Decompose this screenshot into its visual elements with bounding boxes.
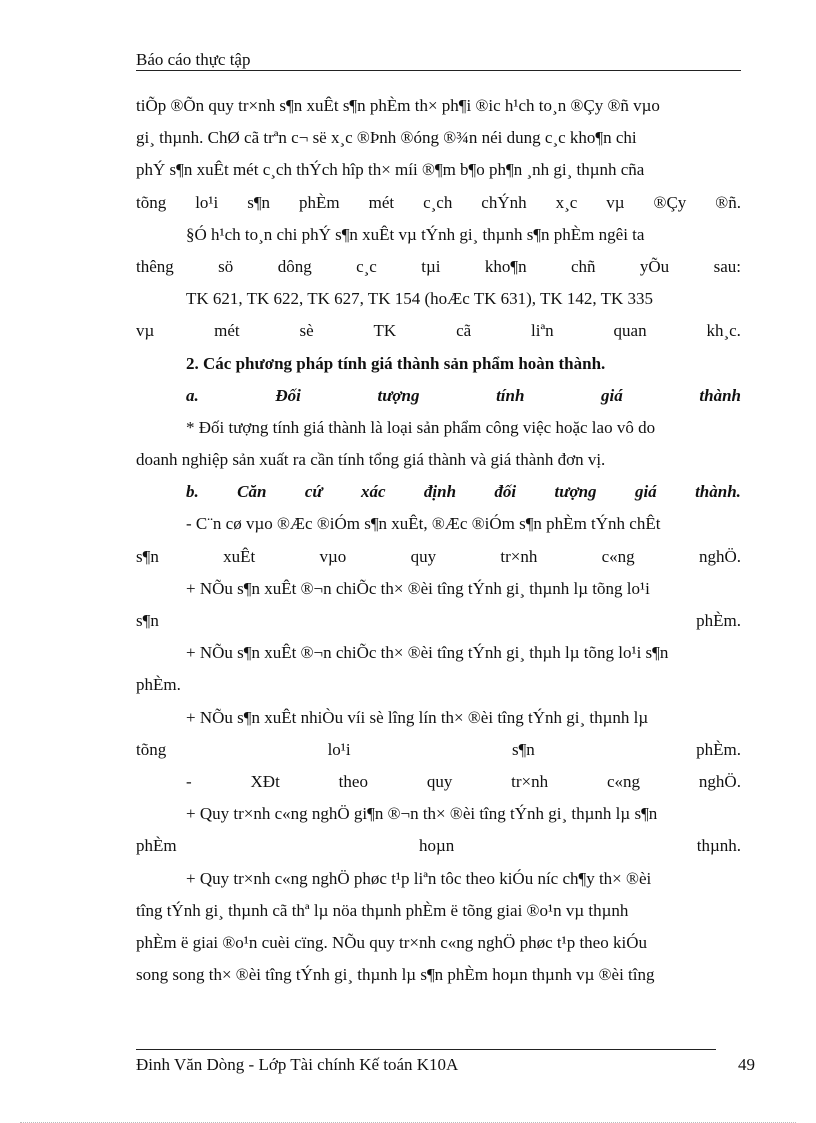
text-line: phÝ s¶n xuÊt mét c¸ch thÝch hîp th× míi ®¶m b¶o ph¶n ¸nh gi¸ thµnh cña xyxy=(136,160,645,180)
text-line: song song th× ®èi tîng tÝnh gi¸ thµnh lµ s¶n phÈm hoµn thµnh vµ ®èi tîng xyxy=(136,965,655,985)
word: lo¹i xyxy=(327,739,351,759)
word: yÕu xyxy=(639,256,670,276)
word: kh¸c. xyxy=(706,321,741,341)
page-header-title: Báo cáo thực tập xyxy=(136,50,251,69)
word: thành xyxy=(699,385,741,405)
word: tr×nh xyxy=(511,771,549,791)
word: c¸c xyxy=(356,256,377,276)
text-line-justified xyxy=(136,315,741,347)
text-line: TK 621, TK 622, TK 627, TK 154 (hoÆc TK 631), TK 142, TK 335 xyxy=(186,289,654,309)
text-line-justified xyxy=(136,251,741,283)
word: tượng xyxy=(554,482,597,502)
header-divider xyxy=(136,70,741,71)
subsection-heading xyxy=(136,476,741,508)
text-line-justified xyxy=(136,541,741,573)
word: đối xyxy=(494,482,517,502)
word: x¸c xyxy=(555,192,578,212)
word: vµo xyxy=(319,546,347,566)
document-body xyxy=(136,90,741,991)
text-line: tîng tÝnh gi¸ thµnh cã thª lµ nöa thµnh phÈm ë tõng giai ®o¹n vµ thµnh xyxy=(136,900,629,920)
word: xác xyxy=(360,482,386,502)
word: thêng xyxy=(136,256,174,276)
word: s¶n xyxy=(136,546,159,566)
word: cã xyxy=(456,321,472,341)
text-line: doanh nghiệp sản xuất ra cần tính tổng giá thành và giá thành đơn vị. xyxy=(136,450,606,470)
text-line: + Quy tr×nh c«ng nghÖ phøc t¹p liªn tôc theo kiÓu níc ch¶y th× ®èi xyxy=(186,868,652,888)
word: vµ xyxy=(136,321,155,341)
word: phÈm xyxy=(136,836,177,856)
word: tõng xyxy=(136,739,167,759)
word: c«ng xyxy=(607,771,641,791)
word: s¶n xyxy=(247,192,271,212)
word: nghÖ. xyxy=(698,771,741,791)
word: ®Çy xyxy=(653,192,687,212)
word: dông xyxy=(277,256,312,276)
word: XÐt xyxy=(250,771,280,791)
word: lo¹i xyxy=(195,192,219,212)
word: chñ xyxy=(570,256,596,276)
subsection-heading xyxy=(136,380,741,412)
text-line-justified xyxy=(136,734,741,766)
word: thành. xyxy=(695,482,741,502)
word: giá xyxy=(601,385,623,405)
word: giá xyxy=(634,482,657,502)
text-line-justified xyxy=(136,766,741,798)
text-line: phÈm. xyxy=(136,675,181,695)
word: phÈm xyxy=(299,192,340,212)
word: tượng xyxy=(377,385,420,405)
word: sö xyxy=(218,256,234,276)
word: mét xyxy=(368,192,395,212)
text-line: phÈm ë giai ®o¹n cuèi cïng. NÕu quy tr×nh c«ng nghÖ phøc t¹p theo kiÓu xyxy=(136,932,647,952)
text-line-justified xyxy=(136,830,741,862)
text-line-justified xyxy=(136,187,741,219)
word: mét xyxy=(214,321,240,341)
word: thµnh. xyxy=(696,836,741,856)
word: Căn xyxy=(237,482,267,502)
word: sau: xyxy=(713,256,741,276)
word: ®ñ. xyxy=(715,192,741,212)
word: c«ng xyxy=(601,546,635,566)
text-line: + Quy tr×nh c«ng nghÖ gi¶n ®¬n th× ®èi tîng tÝnh gi¸ thµnh lµ s¶n xyxy=(186,804,658,824)
word: TK xyxy=(373,321,397,341)
word: quy xyxy=(410,546,437,566)
word: hoµn xyxy=(419,836,455,856)
word: chÝnh xyxy=(481,192,527,212)
word: tõng xyxy=(136,192,167,212)
text-line: + NÕu s¶n xuÊt nhiÒu víi sè lîng lín th× ®èi tîng tÝnh gi¸ thµnh lµ xyxy=(186,707,649,727)
word: tµi xyxy=(421,256,441,276)
page-number: 49 xyxy=(738,1055,755,1074)
word: sè xyxy=(299,321,314,341)
section-heading: 2. Các phương pháp tính giá thành sản phẩm hoàn thành. xyxy=(186,353,606,373)
word: xuÊt xyxy=(223,546,256,566)
text-line: gi¸ thµnh. ChØ cã trªn c¬ së x¸c ®Þnh ®óng ®¾n néi dung c¸c kho¶n chi xyxy=(136,128,637,148)
word: kho¶n xyxy=(484,256,527,276)
text-line: * Đối tượng tính giá thành là loại sản phẩm công việc hoặc lao vô do xyxy=(186,417,656,437)
word: liªn xyxy=(531,321,554,341)
word: tính xyxy=(496,385,525,405)
word: s¶n xyxy=(136,611,159,630)
word: quy xyxy=(426,771,453,791)
word: Đối xyxy=(275,385,301,405)
word: phÈm. xyxy=(696,739,741,759)
footer-divider xyxy=(136,1049,716,1050)
text-line: + NÕu s¶n xuÊt ®¬n chiÕc th× ®èi tîng tÝnh gi¸ thµnh lµ tõng lo¹i xyxy=(186,578,650,598)
word: s¶n xyxy=(511,739,535,759)
footer-author: Đinh Văn Dòng - Lớp Tài chính Kế toán K10A xyxy=(136,1055,459,1074)
word: theo xyxy=(338,771,368,791)
text-line: §Ó h¹ch to¸n chi phÝ s¶n xuÊt vµ tÝnh gi¸ thµnh s¶n phÈm ngêi ta xyxy=(186,224,645,244)
text-line: + NÕu s¶n xuÊt ®¬n chiÕc th× ®èi tîng tÝnh gi¸ thµh lµ tõng lo¹i s¶n xyxy=(186,643,669,663)
word: c¸ch xyxy=(423,192,453,212)
word: b. xyxy=(186,482,199,502)
word: định xyxy=(423,482,457,502)
word: vµ xyxy=(606,192,625,212)
text-line: - C¨n cø vµo ®Æc ®iÓm s¶n xuÊt, ®Æc ®iÓm s¶n phÈm tÝnh chÊt xyxy=(186,514,661,534)
word: phÈm. xyxy=(696,611,741,630)
word: a. xyxy=(186,385,199,405)
text-line-justified xyxy=(136,605,741,637)
word: tr×nh xyxy=(500,546,538,566)
word: cứ xyxy=(304,482,323,502)
word: nghÖ. xyxy=(698,546,741,566)
word: quan xyxy=(613,321,647,341)
word: - xyxy=(186,771,192,791)
text-line: tiÕp ®Õn quy tr×nh s¶n xuÊt s¶n phÈm th× ph¶i ®ic h¹ch to¸n ®Çy ®ñ vµo xyxy=(136,96,660,115)
